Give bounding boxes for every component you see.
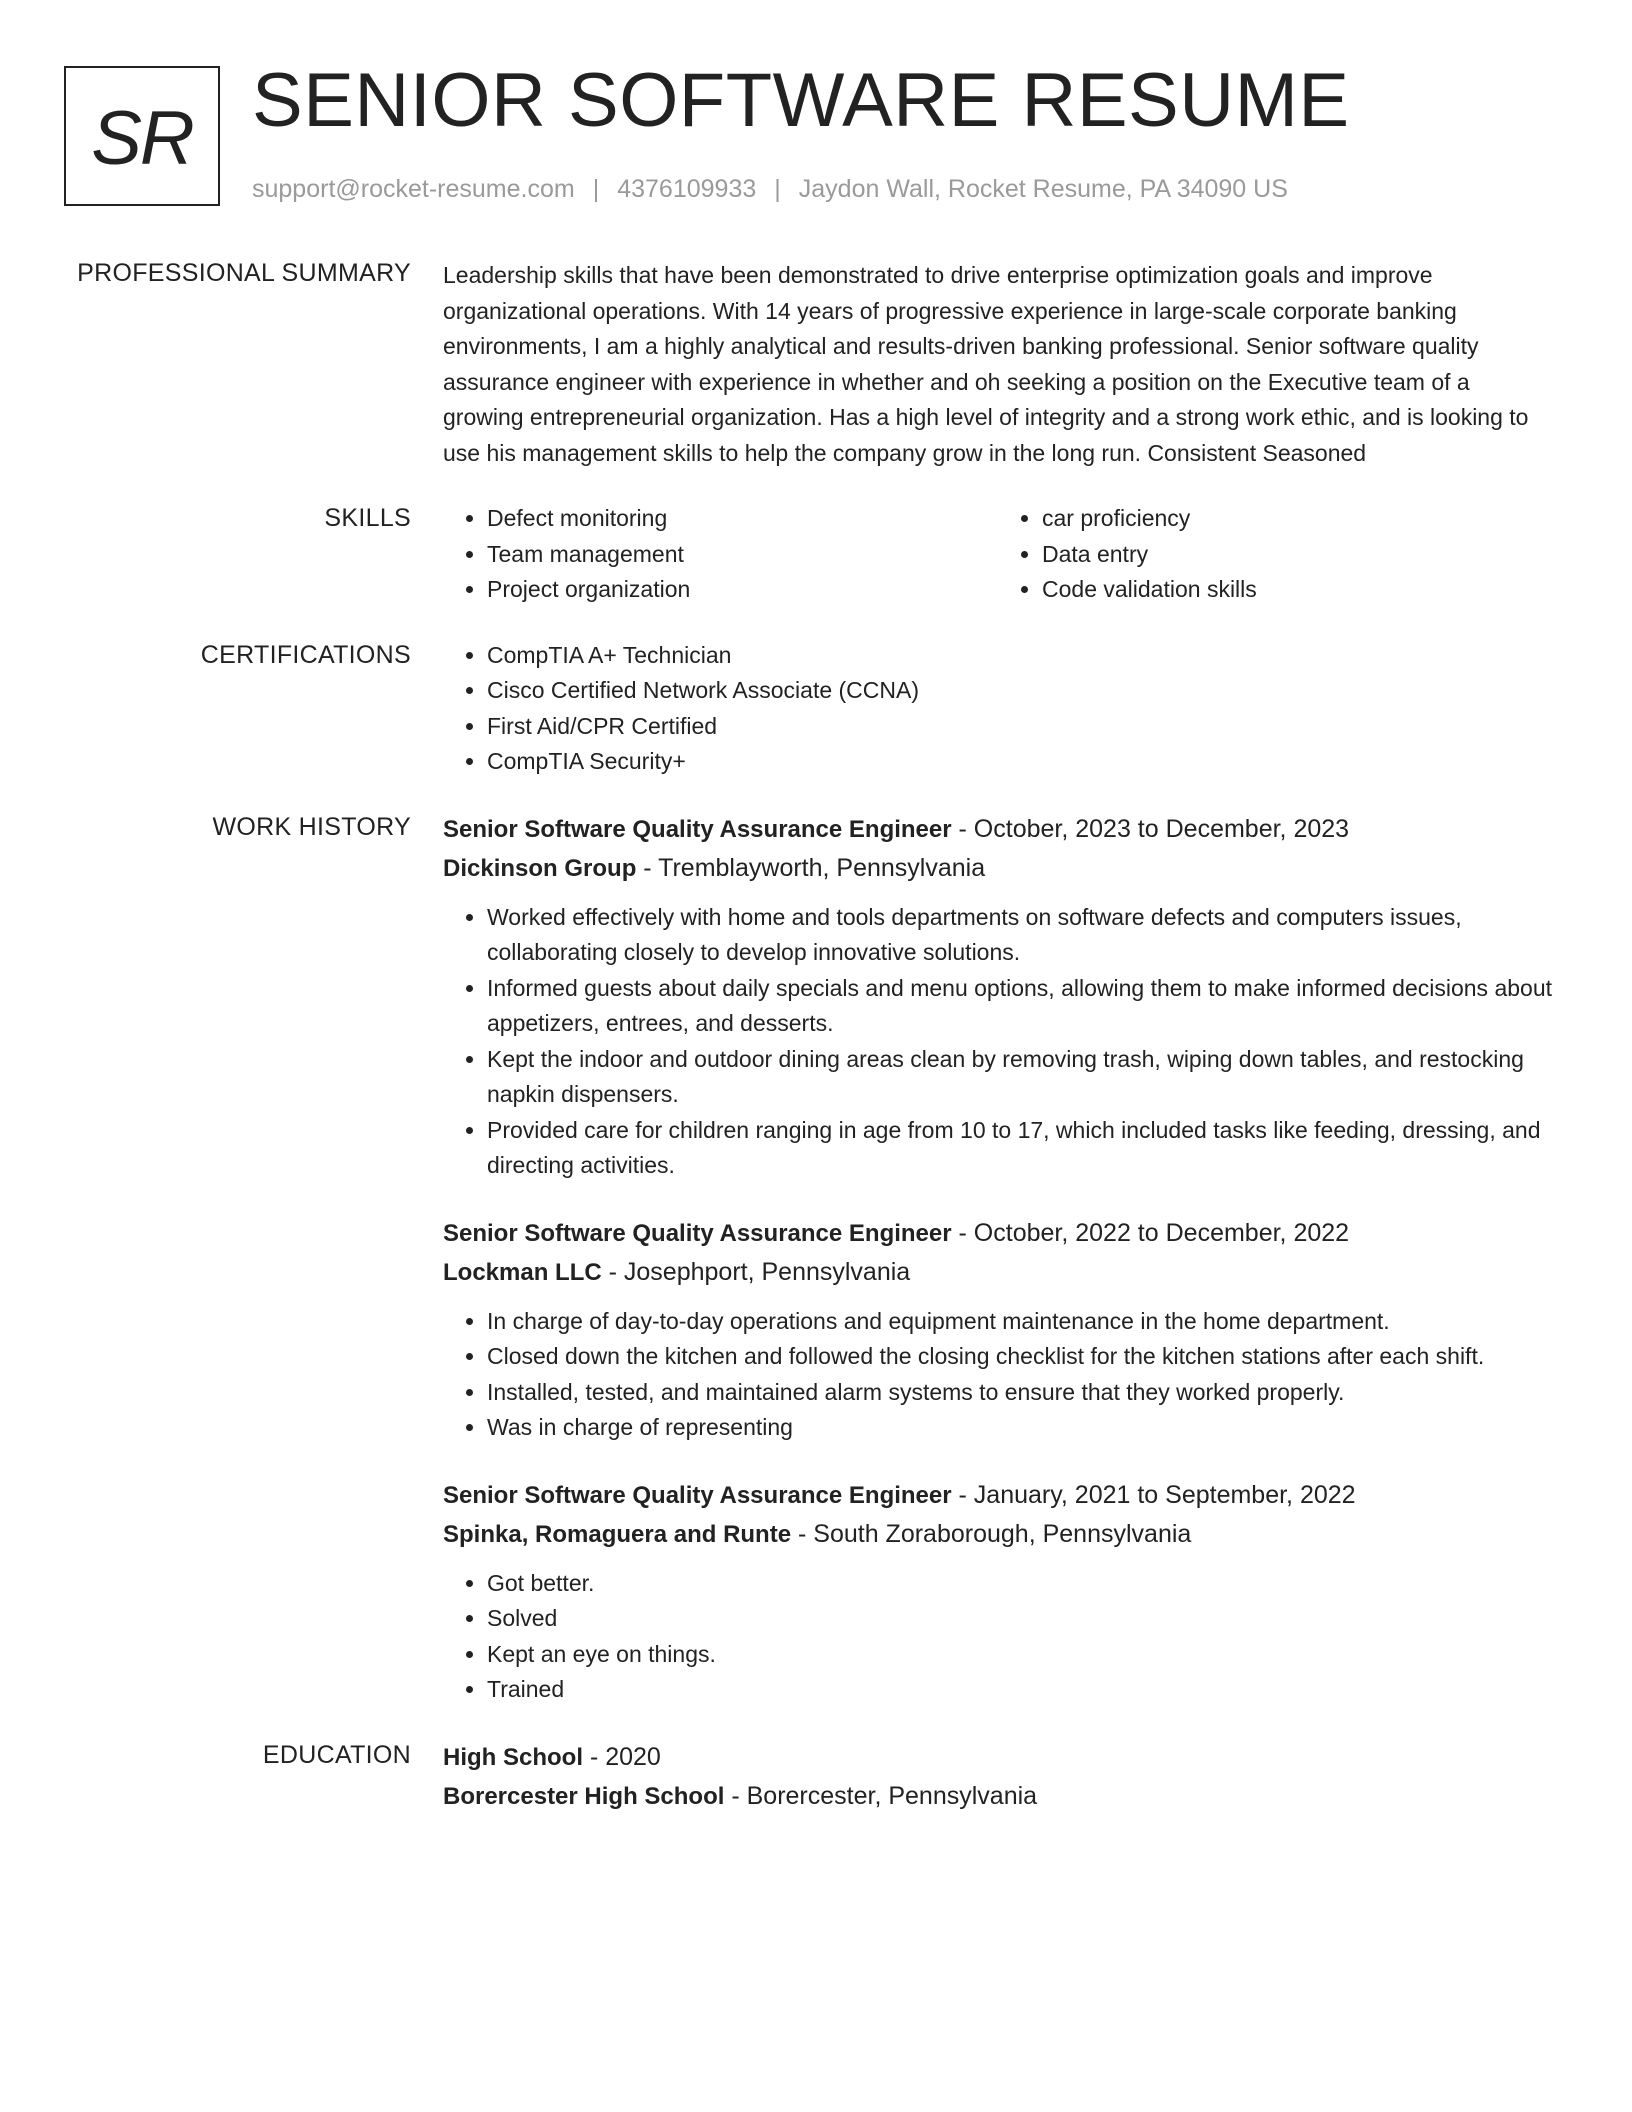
contact-address: Jaydon Wall, Rocket Resume, PA 34090 US (798, 175, 1288, 203)
education-location: - Borercester, Pennsylvania (724, 1781, 1038, 1810)
skill-item: • Code validation skills (1042, 572, 1553, 608)
job-entry (443, 810, 1553, 1184)
job-bullet: • Provided care for children ranging in age from 10 to 17, which included tasks like feeding, dressing, and directing activities. (487, 1113, 1553, 1184)
job-bullets (443, 1304, 1553, 1446)
section-label: WORK HISTORY (212, 812, 411, 841)
section-skills (0, 501, 1632, 608)
job-title: Senior Software Quality Assurance Engineer (443, 1481, 952, 1509)
section-certifications (0, 638, 1632, 780)
monogram-initials: SR (91, 96, 193, 181)
job-bullet: • Kept the indoor and outdoor dining areas clean by removing trash, wiping down tables, and restocking napkin dispensers. (487, 1042, 1553, 1113)
skills-column (443, 501, 998, 608)
job-bullet: • Kept an eye on things. (487, 1637, 1553, 1673)
job-company-line (443, 1253, 1553, 1292)
certification-list (443, 638, 1553, 780)
contact-phone[interactable]: 4376109933 (617, 175, 757, 203)
education-degree: High School (443, 1743, 583, 1771)
skills-column (998, 501, 1553, 608)
job-title: Senior Software Quality Assurance Engineer (443, 1219, 952, 1247)
job-title-line (443, 1214, 1553, 1253)
section-body (443, 256, 1553, 471)
job-entry (443, 1214, 1553, 1446)
certification-item: • First Aid/CPR Certified (487, 709, 1553, 745)
education-school-line (443, 1777, 1553, 1816)
page-title: SENIOR SOFTWARE RESUME (252, 58, 1350, 143)
section-professional-summary (0, 256, 1632, 471)
job-bullet: • Trained (487, 1672, 1553, 1708)
job-bullet: • Installed, tested, and maintained alarm systems to ensure that they worked properly. (487, 1375, 1553, 1411)
education-school: Borercester High School (443, 1782, 725, 1810)
contact-email[interactable]: support@rocket-resume.com (252, 175, 575, 203)
job-bullet: • In charge of day-to-day operations and equipment maintenance in the home department. (487, 1304, 1553, 1340)
skill-item: • Team management (487, 537, 998, 573)
section-body (443, 638, 1553, 780)
resume-sections (0, 256, 1632, 1816)
section-label: EDUCATION (262, 1740, 411, 1769)
job-company: Dickinson Group (443, 854, 637, 882)
section-label: CERTIFICATIONS (200, 640, 411, 669)
certification-item: • CompTIA A+ Technician (487, 638, 1553, 674)
skill-item: • Defect monitoring (487, 501, 998, 537)
job-company-line (443, 1515, 1553, 1554)
job-company-line (443, 849, 1553, 888)
job-bullet: • Informed guests about daily specials and menu options, allowing them to make informed decisions about appetizers, entrees, and desserts. (487, 971, 1553, 1042)
job-bullets (443, 900, 1553, 1184)
job-bullet: • Worked effectively with home and tools departments on software defects and computers issues, collaborating closely to develop innovative solutions. (487, 900, 1553, 971)
job-dates: - January, 2021 to September, 2022 (951, 1480, 1356, 1509)
job-bullet: • Solved (487, 1601, 1553, 1637)
skills-grid (443, 501, 1553, 608)
certification-item: • CompTIA Security+ (487, 744, 1553, 780)
skill-item: • car proficiency (1042, 501, 1553, 537)
summary-text: Leadership skills that have been demonstrated to drive enterprise optimization goals and improve organizational operations. With 14 years of progressive experience in large-scale corporate banking environments, I am a highly analytical and results-driven banking professional. Senior software quality assurance engineer with experience in whether and oh seeking a position on the Executive team of a growing entrepreneurial organization. Has a high level of integrity and a strong work ethic, and is looking to use his management skills to help the company grow in the long run. Consistent Seasoned (443, 262, 1529, 466)
section-work-history (0, 810, 1632, 1738)
certification-item: • Cisco Certified Network Associate (CCNA) (487, 673, 1553, 709)
section-education (0, 1738, 1632, 1816)
section-label: SKILLS (324, 504, 411, 532)
job-dates: - October, 2022 to December, 2022 (951, 1218, 1350, 1247)
job-bullets (443, 1566, 1553, 1708)
section-body (443, 1738, 1553, 1816)
job-company: Spinka, Romaguera and Runte (443, 1520, 792, 1548)
job-bullet: • Closed down the kitchen and followed the closing checklist for the kitchen stations after each shift. (487, 1339, 1553, 1375)
job-location: - Tremblayworth, Pennsylvania (636, 853, 986, 882)
job-bullet: • Got better. (487, 1566, 1553, 1602)
job-title-line (443, 810, 1553, 849)
job-bullet: • Was in charge of representing (487, 1410, 1553, 1446)
section-body (443, 810, 1553, 1738)
job-entry (443, 1476, 1553, 1708)
education-year: - 2020 (583, 1742, 661, 1771)
contact-separator: | (592, 175, 600, 203)
job-company: Lockman LLC (443, 1258, 602, 1286)
contact-separator: | (774, 175, 781, 203)
monogram-box (64, 66, 220, 206)
contact-line (252, 172, 1288, 206)
education-degree-line (443, 1738, 1553, 1777)
job-title-line (443, 1476, 1553, 1515)
section-label: PROFESSIONAL SUMMARY (77, 259, 411, 287)
skill-item: • Data entry (1042, 537, 1553, 573)
skill-item: • Project organization (487, 572, 998, 608)
job-dates: - October, 2023 to December, 2023 (951, 814, 1350, 843)
job-title: Senior Software Quality Assurance Engineer (443, 815, 952, 843)
job-location: - South Zoraborough, Pennsylvania (791, 1519, 1192, 1548)
job-location: - Josephport, Pennsylvania (601, 1257, 911, 1286)
